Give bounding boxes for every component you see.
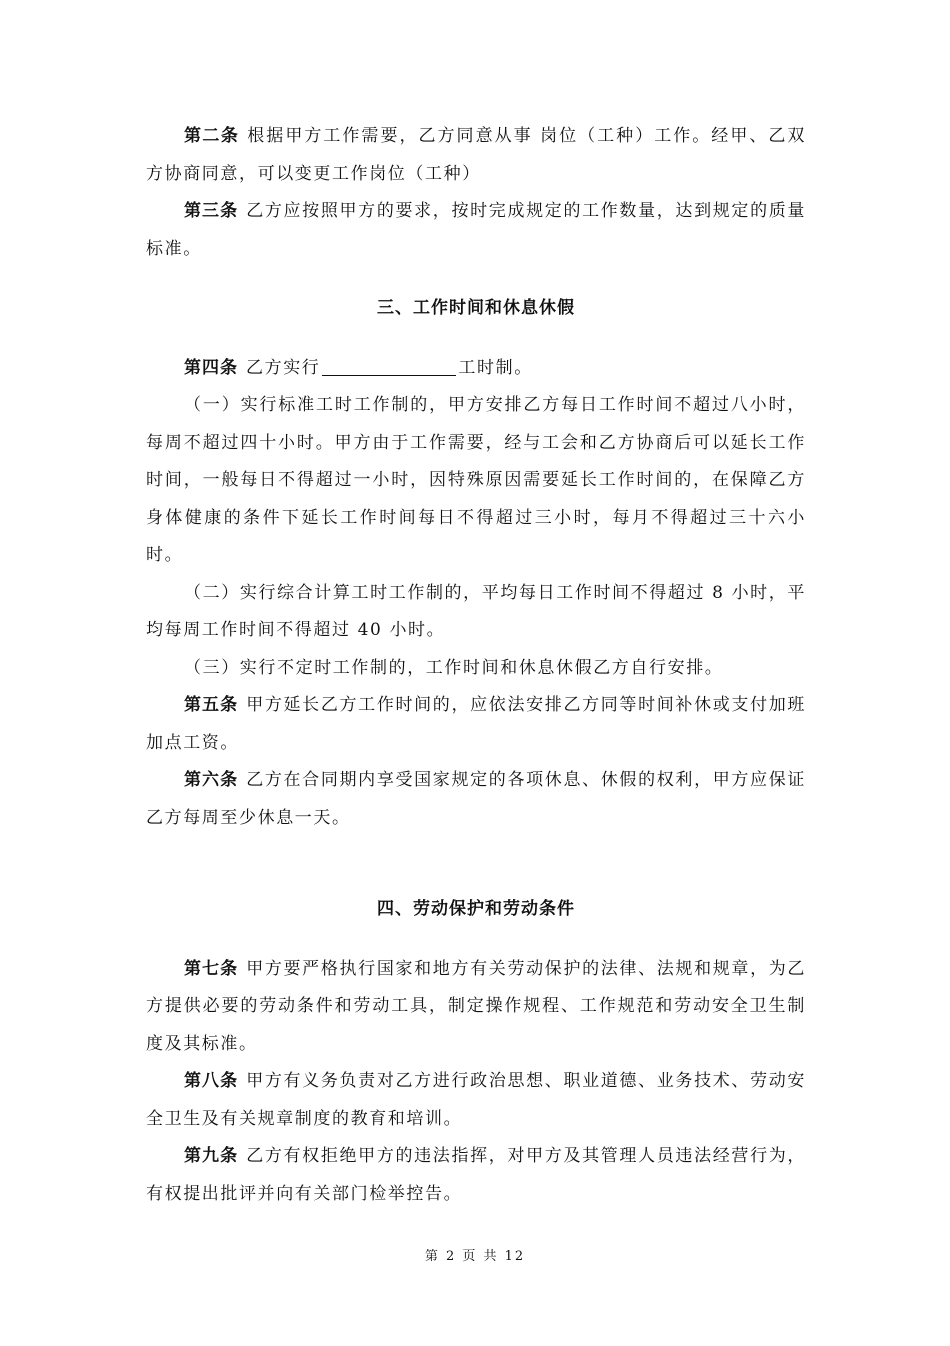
page-footer: 第 2 页 共 12 <box>424 1249 526 1264</box>
article-text: 工时制。 <box>458 357 533 378</box>
clause: （二）实行综合计算工时工作制的，平均每日工作时间不得超过 8 小时，平均每周工作时间不得超过 40 小时。 <box>146 582 806 640</box>
clause: （三）实行不定时工作制的，工作时间和休息休假乙方自行安排。 <box>184 657 724 678</box>
article-title: 第四条 <box>184 357 238 378</box>
article-5 <box>146 687 806 762</box>
article-text: 甲方延长乙方工作时间的，应依法安排乙方同等时间补休或支付加班加点工资。 <box>146 695 806 753</box>
article-text: 乙方有权拒绝甲方的违法指挥，对甲方及其管理人员违法经营行为，有权提出批评并向有关部门检举控告。 <box>146 1146 806 1204</box>
section-heading: 三、工作时间和休息休假 <box>377 298 575 318</box>
article-title: 第五条 <box>184 695 239 715</box>
article-text: 甲方有义务负责对乙方进行政治思想、职业道德、业务技术、劳动安全卫生及有关规章制度的教育和培训。 <box>146 1071 806 1129</box>
article-8 <box>146 1063 806 1138</box>
article-title: 第九条 <box>184 1146 239 1166</box>
article-title: 第三条 <box>184 201 239 221</box>
article-title: 第七条 <box>184 958 239 979</box>
article-3 <box>146 193 806 268</box>
fill-in-blank[interactable] <box>322 357 456 376</box>
article-text: 甲方要严格执行国家和地方有关劳动保护的法律、法规和规章，为乙方提供必要的劳动条件和劳动工具，制定操作规程、工作规范和劳动安全卫生制度及其标准。 <box>146 958 806 1054</box>
article-6 <box>146 762 806 837</box>
article-2 <box>146 118 806 193</box>
document-body <box>146 118 806 1213</box>
article-text: 根据甲方工作需要，乙方同意从事 岗位（工种）工作。经甲、乙双方协商同意，可以变更工作岗位（工种） <box>146 126 807 184</box>
article-title: 第二条 <box>184 126 240 146</box>
clause: （一）实行标准工时工作制的，甲方安排乙方每日工作时间不超过八小时，每周不超过四十小时。甲方由于工作需要，经与工会和乙方协商后可以延长工作时间，一般每日不得超过一小时，因特殊原因需要延长工作时间的，在保障乙方身体健康的条件下延长工作时间每日不得超过三小时，每月不得超过三十六小时。 <box>146 395 806 565</box>
article-9 <box>146 1138 806 1213</box>
article-title: 第八条 <box>184 1071 239 1091</box>
article-text: 乙方应按照甲方的要求，按时完成规定的工作数量，达到规定的质量标准。 <box>146 201 806 259</box>
article-text: 乙方在合同期内享受国家规定的各项休息、休假的权利，甲方应保证乙方每周至少休息一天。 <box>146 770 806 828</box>
section-heading: 四、劳动保护和劳动条件 <box>377 899 575 919</box>
article-7 <box>146 951 806 1064</box>
article-4 <box>146 350 806 388</box>
article-text: 乙方实行 <box>246 357 321 378</box>
article-title: 第六条 <box>184 770 239 790</box>
